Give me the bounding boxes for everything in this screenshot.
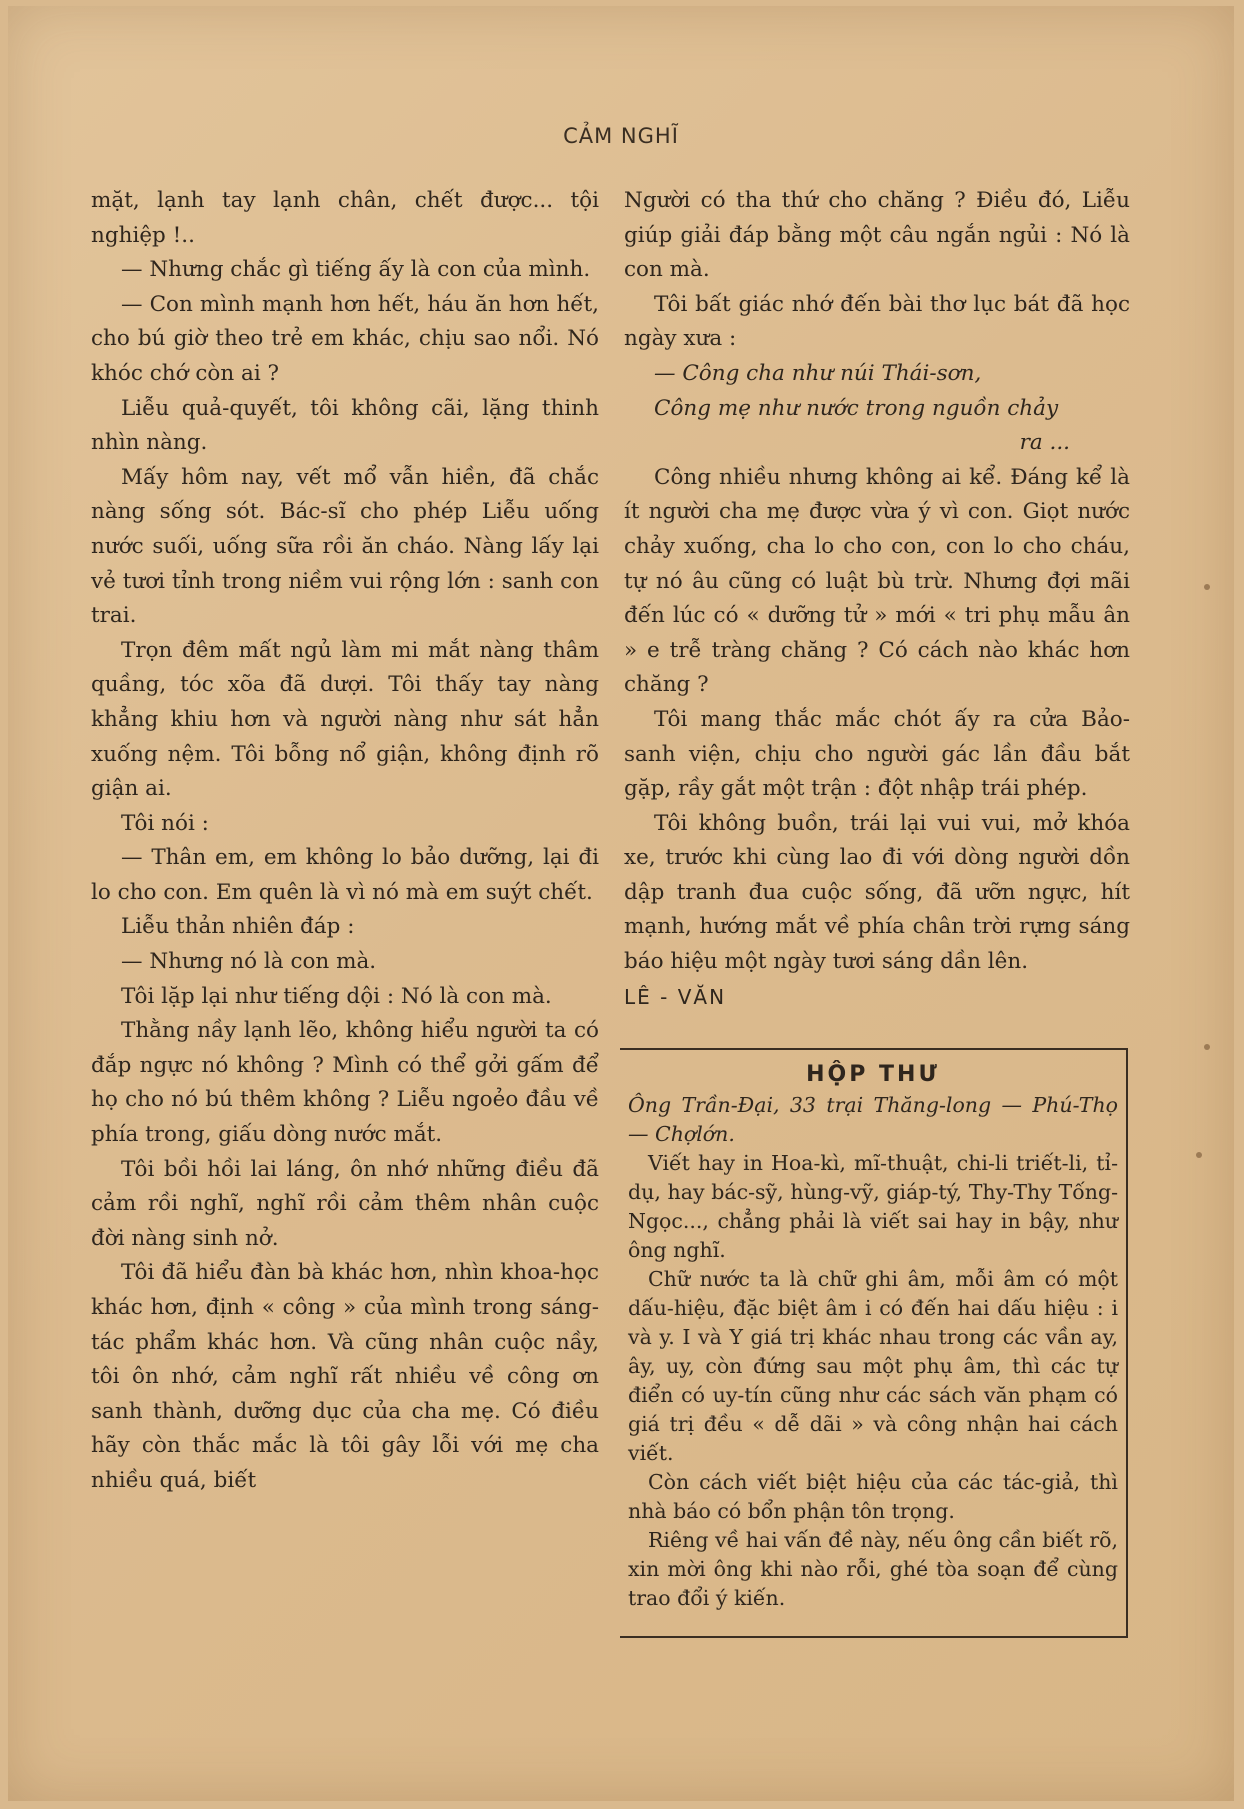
poem-line: Công mẹ như nước trong nguồn chảy — [654, 395, 1059, 421]
left-column — [91, 184, 599, 1499]
mailbox-paragraph: Riêng về hai vấn đề này, nếu ông cần biết rõ, xin mời ông khi nào rỗi, ghé tòa soạn để cùng trao đổi ý kiến. — [628, 1528, 1118, 1610]
left-paragraph: Liễu quả-quyết, tôi không cãi, lặng thinh nhìn nàng. — [91, 395, 599, 456]
mailbox-paragraph: Còn cách viết biệt hiệu của các tác-giả, thì nhà báo có bổn phận tôn trọng. — [628, 1470, 1118, 1523]
paper-speck — [1204, 1044, 1210, 1050]
right-column — [624, 184, 1130, 1014]
paper-speck — [1196, 1152, 1202, 1158]
left-paragraph: — Nhưng nó là con mà. — [121, 949, 377, 975]
right-paragraph: Tôi mang thắc mắc chót ấy ra cửa Bảo-sanh viện, chịu cho người gác lần đầu bắt gặp, rầy gắt một trận : đột nhập trái phép. — [624, 706, 1130, 802]
paper-speck — [1204, 584, 1210, 590]
left-paragraph: Tôi lặp lại như tiếng dội : Nó là con mà. — [121, 983, 552, 1009]
right-paragraph: Công nhiều nhưng không ai kể. Đáng kể là ít người cha mẹ được vừa ý vì con. Giọt nước chảy xuống, cha lo cho con, con lo cho cháu, tự nó âu cũng có luật bù trừ. Nhưng đợi mãi đến lúc có « dưỡng tử » mới « tri phụ mẫu ân » e trễ tràng chăng ? Có cách nào khác hơn chăng ? — [624, 464, 1130, 698]
left-paragraph: Tôi bồi hồi lai láng, ôn nhớ những điều đã cảm rồi nghĩ, nghĩ rồi cảm thêm nhân cuộc đời nàng sinh nở. — [91, 1156, 599, 1251]
left-paragraph: — Thân em, em không lo bảo dưỡng, lại đi lo cho con. Em quên là vì nó mà em suýt chết. — [91, 845, 599, 905]
right-paragraph: Tôi bất giác nhớ đến bài thơ lục bát đã học ngày xưa : — [624, 291, 1130, 352]
mailbox-address: Ông Trần-Đại, 33 trại Thăng-long — Phú-Thọ — Chợlớn. — [628, 1093, 1118, 1146]
left-paragraph: Tôi nói : — [121, 810, 209, 836]
left-paragraph: mặt, lạnh tay lạnh chân, chết được... tội nghiệp !.. — [91, 188, 599, 248]
page-header: CẢM NGHĨ — [563, 124, 679, 148]
left-paragraph: Trọn đêm mất ngủ làm mi mắt nàng thâm quầng, tóc xõa đã dượi. Tôi thấy tay nàng khẳng khiu hơn và người nàng như sát hẳn xuống nệm. Tôi bỗng nổ giận, không định rõ giận ai. — [91, 637, 599, 802]
mailbox-title: HỘP THƯ — [806, 1062, 940, 1087]
mailbox-paragraph: Chữ nước ta là chữ ghi âm, mỗi âm có một dấu-hiệu, đặc biệt âm i có đến hai dấu hiệu : i và y. I và Y giá trị khác nhau trong các vần ay, ây, uy, còn đứng sau một phụ âm, thì các tự điển có uy-tín cũng như các sách văn phạm có giá trị đều « dễ dãi » và công nhận hai cách viết. — [628, 1267, 1118, 1465]
poem-line: ra ... — [1019, 430, 1070, 456]
mailbox-section — [620, 1048, 1128, 1638]
left-paragraph: — Nhưng chắc gì tiếng ấy là con của mình. — [121, 257, 591, 283]
left-paragraph: Mấy hôm nay, vết mổ vẫn hiền, đã chắc nàng sống sót. Bác-sĩ cho phép Liễu uống nước suối, uống sữa rồi ăn cháo. Nàng lấy lại vẻ tươi tỉnh trong niềm vui rộng lớn : sanh con trai. — [91, 464, 599, 629]
left-paragraph: Liễu thản nhiên đáp : — [121, 914, 355, 940]
left-paragraph: Tôi đã hiểu đàn bà khác hơn, nhìn khoa-học khác hơn, định « công » của mình trong sáng-tác phẩm khác hơn. Và cũng nhân cuộc nầy, tôi ôn nhớ, cảm nghĩ rất nhiều về công ơn sanh thành, dưỡng dục của cha mẹ. Có điều hãy còn thắc mắc là tôi gây lỗi với mẹ cha nhiều quá, biết — [91, 1260, 599, 1493]
left-paragraph: Thằng nầy lạnh lẽo, không hiểu người ta có đắp ngực nó không ? Mình có thể gởi gấm để họ cho nó bú thêm không ? Liễu ngoẻo đầu về phía trong, giấu dòng nước mắt. — [91, 1018, 599, 1148]
mailbox-paragraph: Viết hay in Hoa-kì, mĩ-thuật, chi-li triết-li, tỉ-dụ, hay bác-sỹ, hùng-vỹ, giáp-tý, Thy-Thy Tống-Ngọc..., chẳng phải là viết sai hay in bậy, như ông nghĩ. — [628, 1151, 1118, 1262]
right-paragraph: Người có tha thứ cho chăng ? Điều đó, Liễu giúp giải đáp bằng một câu ngắn ngủi : Nó là con mà. — [624, 188, 1130, 283]
page — [8, 6, 1234, 1801]
poem-line: — Công cha như núi Thái-sơn, — [654, 360, 982, 386]
right-paragraph: Tôi không buồn, trái lại vui vui, mở khóa xe, trước khi cùng lao đi với dòng người dồn dập tranh đua cuộc sống, đã ưỡn ngực, hít mạnh, hướng mắt về phía chân trời rựng sáng báo hiệu một ngày tươi sáng dần lên. — [624, 810, 1130, 975]
left-paragraph: — Con mình mạnh hơn hết, háu ăn hơn hết, cho bú giờ theo trẻ em khác, chịu sao nổi. Nó khóc chớ còn ai ? — [91, 291, 599, 386]
author-signature: LÊ - VĂN — [624, 984, 727, 1009]
